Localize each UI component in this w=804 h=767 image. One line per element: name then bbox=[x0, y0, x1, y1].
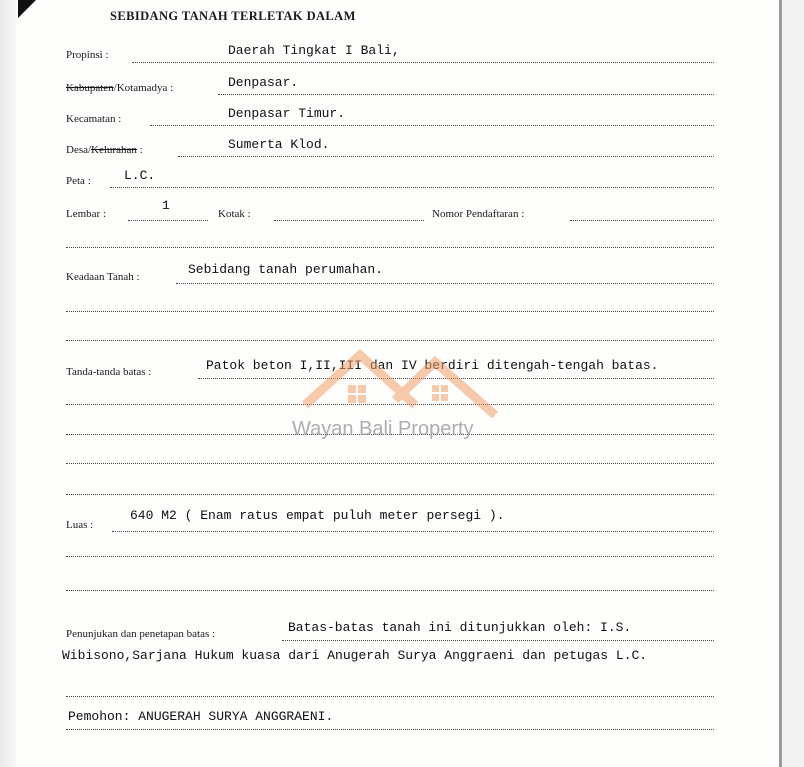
luas-value: 640 M2 ( Enam ratus empat puluh meter persegi ). bbox=[130, 508, 505, 523]
blank-line bbox=[66, 696, 714, 697]
kotamadya-value: Denpasar. bbox=[228, 75, 299, 90]
page-corner-mark bbox=[18, 0, 36, 18]
penunjukan-value-1: Batas-batas tanah ini ditunjukkan oleh: I.S. bbox=[288, 620, 632, 635]
desa-value: Sumerta Klod. bbox=[228, 137, 330, 152]
section-heading: SEBIDANG TANAH TERLETAK DALAM bbox=[110, 9, 356, 23]
penunjukan-line bbox=[282, 640, 714, 641]
blank-line bbox=[66, 247, 714, 248]
luas-label: Luas : bbox=[66, 519, 94, 531]
tanda-batas-value: Patok beton I,II,III dan IV berdiri ditengah-tengah batas. bbox=[206, 358, 659, 373]
nomor-pendaftaran-line bbox=[570, 220, 714, 221]
kotamadya-line bbox=[218, 94, 714, 95]
blank-line bbox=[66, 556, 714, 557]
lembar-label: Lembar : bbox=[66, 208, 107, 220]
kecamatan-value: Denpasar Timur. bbox=[228, 106, 346, 121]
propinsi-value: Daerah Tingkat I Bali, bbox=[228, 43, 400, 58]
kecamatan-label: Kecamatan : bbox=[66, 113, 122, 125]
blank-line bbox=[66, 494, 714, 495]
kotamadya-label: Kabupaten/Kotamadya : bbox=[66, 82, 174, 94]
watermark-text: Wayan Bali Property bbox=[292, 418, 474, 440]
peta-label: Peta : bbox=[66, 175, 91, 187]
blank-line bbox=[66, 463, 714, 464]
lembar-value: 1 bbox=[162, 198, 170, 213]
keadaan-tanah-value: Sebidang tanah perumahan. bbox=[188, 262, 384, 277]
kabupaten-struck: Kabupaten bbox=[66, 82, 114, 94]
peta-line bbox=[110, 187, 714, 188]
desa-line bbox=[178, 156, 714, 157]
blank-line bbox=[66, 729, 714, 730]
blank-line bbox=[66, 311, 714, 312]
kotak-label: Kotak : bbox=[218, 208, 251, 220]
kelurahan-struck: Kelurahan bbox=[91, 144, 137, 156]
propinsi-line bbox=[132, 62, 714, 63]
pemohon-text: Pemohon: ANUGERAH SURYA ANGGRAENI. bbox=[68, 709, 334, 724]
scan-left-margin bbox=[0, 0, 16, 767]
peta-value: L.C. bbox=[124, 168, 156, 183]
penunjukan-label: Penunjukan dan penetapan batas : bbox=[66, 628, 216, 640]
blank-line bbox=[66, 590, 714, 591]
nomor-pendaftaran-label: Nomor Pendaftaran : bbox=[432, 208, 525, 220]
propinsi-label: Propinsi : bbox=[66, 49, 109, 61]
tanda-batas-label: Tanda-tanda batas : bbox=[66, 366, 152, 378]
kotak-line bbox=[274, 220, 424, 221]
luas-line bbox=[112, 531, 714, 532]
keadaan-tanah-line bbox=[176, 283, 714, 284]
scan-right-margin bbox=[782, 0, 804, 767]
lembar-line bbox=[128, 220, 208, 221]
desa-label: Desa/Kelurahan : bbox=[66, 144, 143, 156]
kecamatan-line bbox=[150, 125, 714, 126]
page-edge bbox=[779, 0, 782, 767]
penunjukan-value-2: Wibisono,Sarjana Hukum kuasa dari Anugerah Surya Anggraeni dan petugas L.C. bbox=[62, 648, 648, 663]
keadaan-tanah-label: Keadaan Tanah : bbox=[66, 271, 140, 283]
